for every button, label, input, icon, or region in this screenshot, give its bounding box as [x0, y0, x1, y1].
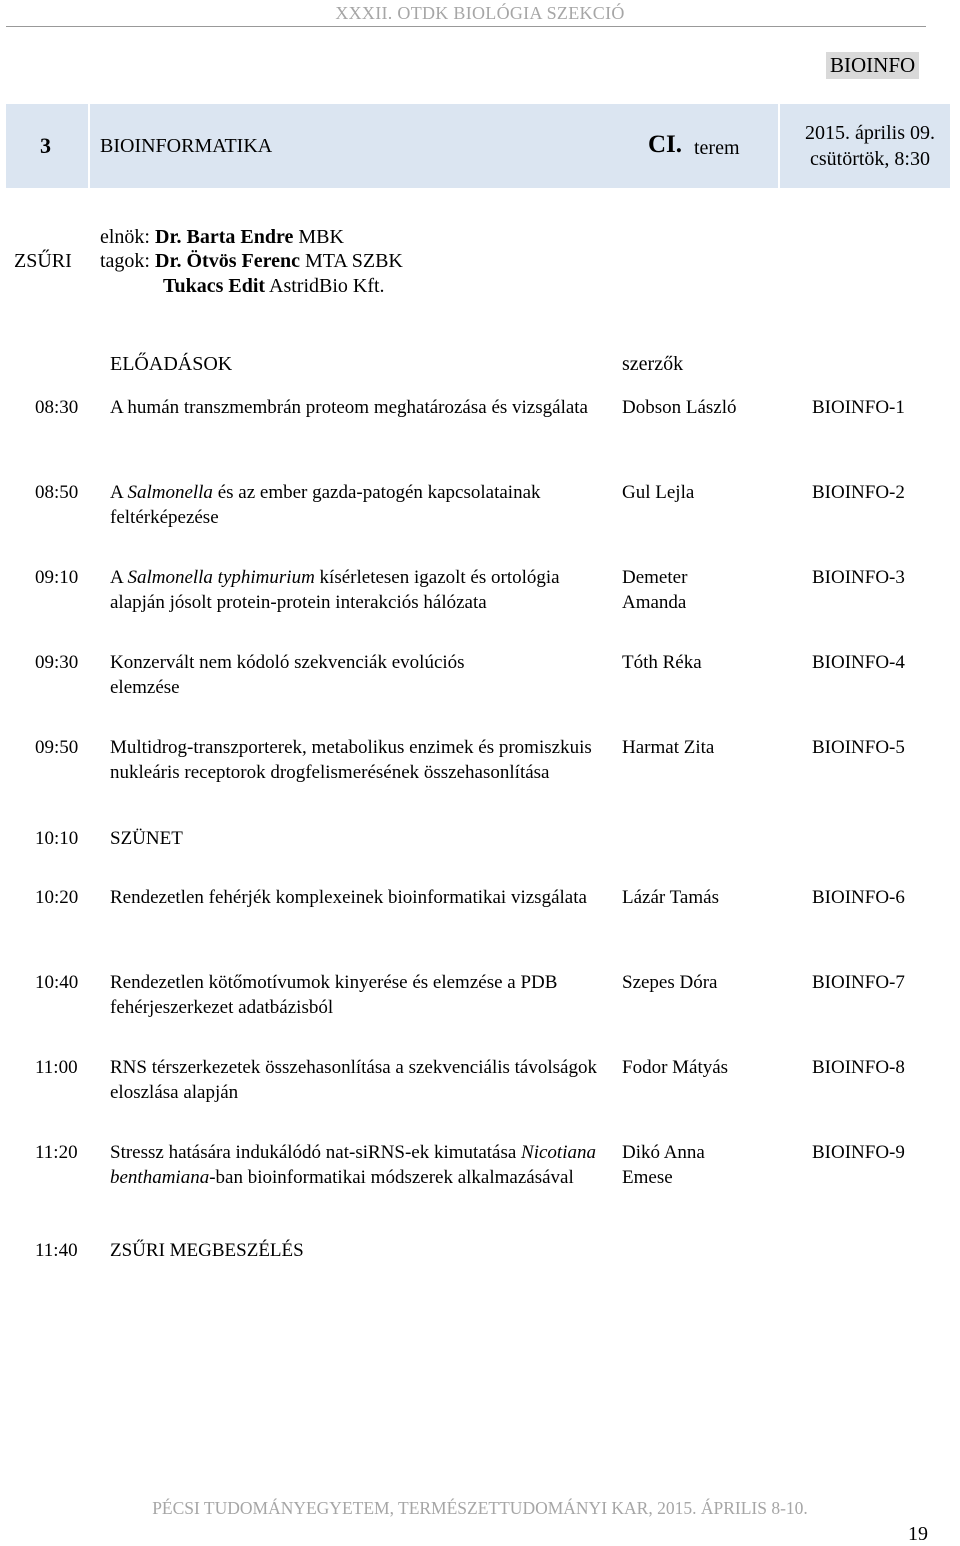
room-code: CI.	[648, 131, 683, 158]
jury-member-2-org: AstridBio Kft.	[269, 275, 385, 297]
talk-author: Szepes Dóra	[622, 972, 718, 993]
talk-author: Gul Lejla	[622, 482, 695, 503]
talk-code: BIOINFO-2	[812, 482, 905, 503]
talk-code: BIOINFO-9	[812, 1142, 905, 1163]
section-number: 3	[40, 133, 51, 158]
talk-author: Demeter Amanda	[622, 567, 688, 613]
jury-member-2	[163, 275, 385, 298]
talk-title-text: Stressz hatására indukálódó nat-siRNS-ek kimutatása	[110, 1142, 522, 1163]
talk-time: 10:20	[35, 887, 79, 908]
talk-time: 08:50	[35, 482, 79, 503]
talk-time: 10:40	[35, 972, 79, 993]
talk-time: 11:00	[35, 1057, 78, 1078]
header-divider	[6, 26, 926, 27]
talk-code: BIOINFO-3	[812, 567, 905, 588]
authors-column-header: szerzők	[622, 353, 684, 375]
talk-title-text: és az ember gazda-patogén kapcsolatainak feltérképezése	[110, 482, 541, 528]
talk-author: Fodor Mátyás	[622, 1057, 729, 1078]
talk-time: 09:10	[35, 567, 79, 588]
break-label: SZÜNET	[110, 828, 183, 849]
room-label: terem	[694, 137, 740, 159]
jury-member-1	[100, 250, 403, 273]
talk-title: A humán transzmembrán proteom meghatározása és vizsgálata	[110, 397, 588, 418]
jury-members-role: tagok:	[100, 250, 150, 272]
talk-author: Dobson László	[622, 397, 737, 418]
jury-label: ZSŰRI	[14, 250, 72, 272]
talk-author: Harmat Zita	[622, 737, 715, 758]
talk-title: RNS térszerkezetek összehasonlítása a szekvenciális távolságok eloszlása alapján	[110, 1057, 597, 1103]
talk-title-text: A	[110, 482, 128, 503]
band-divider	[88, 104, 90, 188]
talk-time: 09:50	[35, 737, 79, 758]
talk-author: Lázár Tamás	[622, 887, 719, 908]
talk-title-species: Salmonella	[127, 482, 213, 503]
jury-member-1-org: MTA SZBK	[304, 250, 403, 272]
talk-author: Tóth Réka	[622, 652, 702, 673]
talk-title	[110, 565, 600, 615]
talk-title-text: A	[110, 567, 128, 588]
talk-title: Rendezetlen kötőmotívumok kinyerése és elemzése a PDB fehérjeszerkezet adatbázisból	[110, 972, 558, 1018]
talk-code: BIOINFO-8	[812, 1057, 905, 1078]
band-divider	[778, 104, 780, 188]
talk-time: 09:30	[35, 652, 79, 673]
jury-chair-role: elnök:	[100, 226, 150, 248]
talk-title-species: Salmonella typhimurium	[127, 567, 315, 588]
jury-deliberation-label: ZSŰRI MEGBESZÉLÉS	[110, 1240, 304, 1261]
session-day-time: csütörtök, 8:30	[810, 148, 930, 170]
talk-time: 08:30	[35, 397, 79, 418]
talk-title-text: kísérletesen igazolt és ortológia alapján jósolt protein-protein interakciós hálózata	[110, 567, 560, 613]
talks-column-header: ELŐADÁSOK	[110, 353, 233, 375]
jury-chair-org: MBK	[298, 226, 344, 248]
talk-title	[110, 480, 600, 530]
talk-title: Rendezetlen fehérjék komplexeinek bioinformatikai vizsgálata	[110, 887, 587, 908]
talk-title-species: Nicotiana benthamiana	[110, 1142, 596, 1188]
page-footer: PÉCSI TUDOMÁNYEGYETEM, TERMÉSZETTUDOMÁNYI KAR, 2015. ÁPRILIS 8-10.	[152, 1498, 808, 1518]
talk-title-text: -ban bioinformatikai módszerek alkalmazásával	[209, 1167, 574, 1188]
talk-code: BIOINFO-4	[812, 652, 905, 673]
section-tag: BIOINFO	[826, 52, 919, 79]
talk-title	[110, 1140, 600, 1190]
talk-code: BIOINFO-1	[812, 397, 905, 418]
talk-code: BIOINFO-7	[812, 972, 905, 993]
jury-chair-name: Dr. Barta Endre	[155, 226, 294, 248]
talk-author: Dikó Anna Emese	[622, 1142, 705, 1188]
talk-time: 10:10	[35, 828, 79, 849]
talk-code: BIOINFO-5	[812, 737, 905, 758]
talk-time: 11:40	[35, 1240, 78, 1261]
talk-title: Konzervált nem kódoló szekvenciák evolúciós elemzése	[110, 652, 465, 698]
section-name: BIOINFORMATIKA	[100, 135, 273, 157]
page-header-title: XXXII. OTDK BIOLÓGIA SZEKCIÓ	[335, 3, 625, 23]
jury-chair	[100, 226, 344, 249]
talk-code: BIOINFO-6	[812, 887, 905, 908]
session-date: 2015. április 09.	[805, 122, 935, 144]
talk-title: Multidrog-transzporterek, metabolikus enzimek és promiszkuis nukleáris receptorok drogfelismerésének összehasonlítása	[110, 737, 592, 783]
jury-member-1-name: Dr. Ötvös Ferenc	[155, 250, 300, 272]
jury-member-2-name: Tukacs Edit	[163, 275, 266, 297]
talk-time: 11:20	[35, 1142, 78, 1163]
page-number: 19	[908, 1523, 928, 1545]
